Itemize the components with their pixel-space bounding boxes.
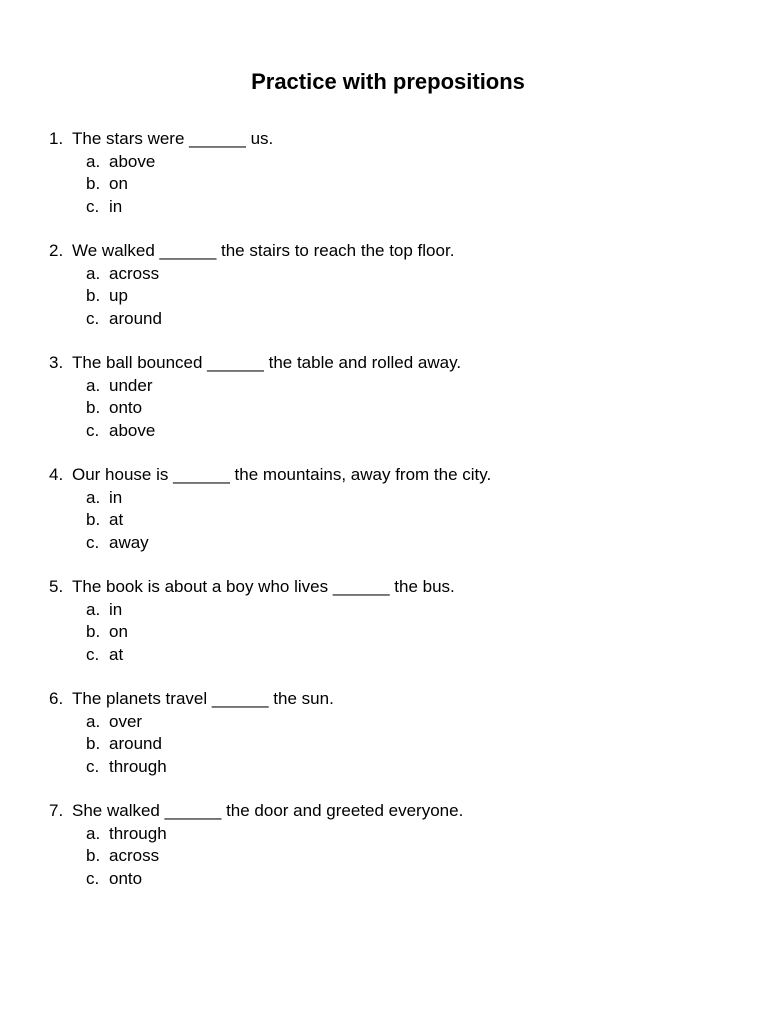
- option-c: [49, 196, 749, 219]
- option-letter: a.: [86, 487, 101, 507]
- option-letter: c.: [86, 532, 100, 552]
- question-3: [49, 352, 749, 442]
- page-title: Practice with prepositions: [251, 69, 525, 94]
- option-a: [49, 151, 749, 174]
- question-number: 2.: [49, 241, 64, 260]
- option-letter: c.: [86, 196, 100, 216]
- question-text: She walked ______ the door and greeted everyone.: [72, 801, 464, 820]
- question-2: [49, 240, 749, 330]
- option-text: onto: [109, 398, 143, 417]
- question-1: [49, 128, 749, 218]
- question-number: 5.: [49, 577, 64, 596]
- option-text: up: [109, 286, 128, 305]
- option-b: [49, 509, 749, 532]
- option-c: [49, 644, 749, 667]
- option-text: above: [109, 420, 156, 440]
- option-list: [49, 823, 749, 891]
- question-text: Our house is ______ the mountains, away from the city.: [72, 465, 492, 484]
- option-letter: c.: [86, 644, 100, 664]
- question-prompt: [49, 128, 749, 151]
- option-text: at: [109, 510, 124, 529]
- option-letter: a.: [86, 711, 101, 731]
- option-letter: b.: [86, 734, 101, 753]
- option-letter: a.: [86, 823, 101, 843]
- option-b: [49, 733, 749, 756]
- option-letter: c.: [86, 308, 100, 328]
- option-text: over: [109, 711, 143, 731]
- question-prompt: [49, 352, 749, 375]
- option-list: [49, 487, 749, 555]
- option-b: [49, 845, 749, 868]
- question-6: [49, 688, 749, 778]
- option-letter: b.: [86, 398, 101, 417]
- question-list: [49, 128, 749, 912]
- option-text: in: [109, 599, 123, 619]
- option-text: in: [109, 196, 123, 216]
- option-a: [49, 375, 749, 398]
- question-prompt: [49, 576, 749, 599]
- option-letter: b.: [86, 510, 101, 529]
- question-7: [49, 800, 749, 890]
- option-b: [49, 173, 749, 196]
- option-c: [49, 308, 749, 331]
- option-text: across: [109, 263, 160, 283]
- option-a: [49, 711, 749, 734]
- option-letter: b.: [86, 846, 101, 865]
- option-list: [49, 599, 749, 667]
- question-number: 6.: [49, 689, 64, 708]
- option-letter: a.: [86, 263, 101, 283]
- option-list: [49, 711, 749, 779]
- option-a: [49, 599, 749, 622]
- option-list: [49, 151, 749, 219]
- question-prompt: [49, 800, 749, 823]
- option-text: under: [109, 375, 153, 395]
- option-text: in: [109, 487, 123, 507]
- option-text: at: [109, 644, 124, 664]
- question-number: 1.: [49, 129, 64, 148]
- option-letter: a.: [86, 375, 101, 395]
- option-text: above: [109, 151, 156, 171]
- question-prompt: [49, 240, 749, 263]
- option-b: [49, 621, 749, 644]
- option-text: around: [109, 734, 162, 753]
- question-number: 7.: [49, 801, 64, 820]
- question-text: The ball bounced ______ the table and rolled away.: [72, 353, 462, 372]
- option-letter: b.: [86, 174, 101, 193]
- option-text: around: [109, 308, 162, 328]
- option-text: through: [109, 756, 167, 776]
- question-prompt: [49, 688, 749, 711]
- option-letter: a.: [86, 151, 101, 171]
- option-list: [49, 375, 749, 443]
- question-prompt: [49, 464, 749, 487]
- option-a: [49, 823, 749, 846]
- option-text: away: [109, 532, 149, 552]
- option-c: [49, 868, 749, 891]
- option-text: through: [109, 823, 167, 843]
- option-b: [49, 397, 749, 420]
- option-text: onto: [109, 868, 143, 888]
- option-list: [49, 263, 749, 331]
- question-number: 3.: [49, 353, 64, 372]
- option-letter: c.: [86, 420, 100, 440]
- option-letter: b.: [86, 286, 101, 305]
- option-text: on: [109, 174, 128, 193]
- question-4: [49, 464, 749, 554]
- option-letter: b.: [86, 622, 101, 641]
- question-text: We walked ______ the stairs to reach the top floor.: [72, 241, 455, 260]
- option-letter: a.: [86, 599, 101, 619]
- question-5: [49, 576, 749, 666]
- option-b: [49, 285, 749, 308]
- option-c: [49, 756, 749, 779]
- question-number: 4.: [49, 465, 64, 484]
- option-text: on: [109, 622, 128, 641]
- option-a: [49, 487, 749, 510]
- option-a: [49, 263, 749, 286]
- option-letter: c.: [86, 756, 100, 776]
- question-text: The stars were ______ us.: [72, 129, 274, 148]
- option-c: [49, 532, 749, 555]
- question-text: The planets travel ______ the sun.: [72, 689, 334, 708]
- question-text: The book is about a boy who lives ______ the bus.: [72, 577, 455, 596]
- option-text: across: [109, 846, 160, 865]
- option-letter: c.: [86, 868, 100, 888]
- option-c: [49, 420, 749, 443]
